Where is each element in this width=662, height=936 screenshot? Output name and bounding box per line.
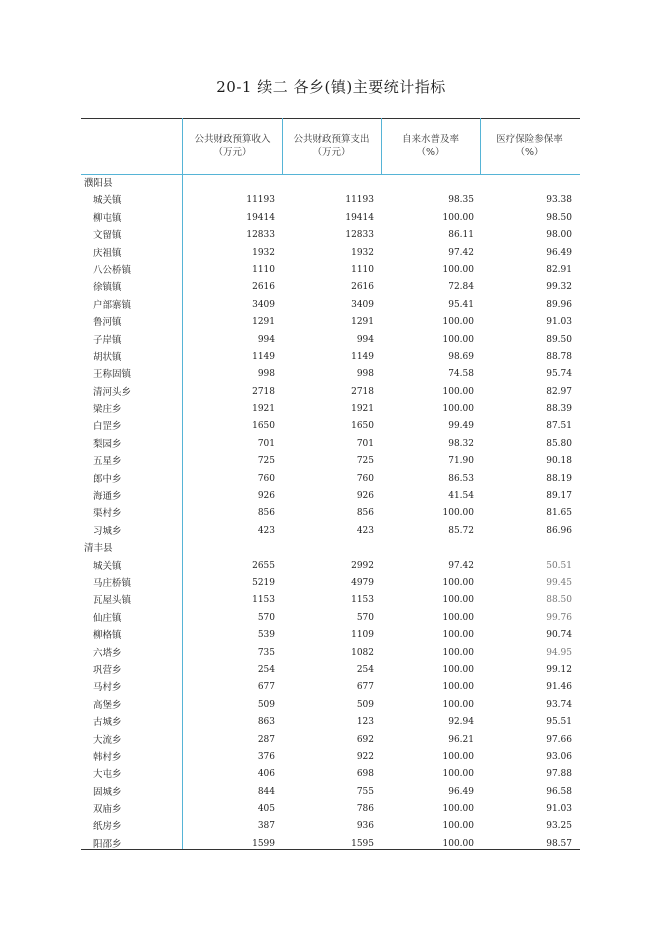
expenditure-cell: 1291 <box>351 317 374 328</box>
header-expenditure-label: 公共财政预算支出 <box>293 134 370 145</box>
insurance-rate-cell: 96.49 <box>546 247 572 258</box>
water-rate-cell: 100.00 <box>442 699 474 710</box>
table-row <box>81 679 580 696</box>
revenue-cell: 1110 <box>252 264 275 275</box>
expenditure-cell: 3409 <box>351 299 374 310</box>
expenditure-cell: 922 <box>356 751 374 762</box>
expenditure-cell: 1082 <box>351 647 374 658</box>
expenditure-cell: 123 <box>356 717 374 728</box>
water-rate-cell: 99.49 <box>448 421 474 432</box>
expenditure-cell: 1921 <box>351 404 374 415</box>
revenue-cell: 1149 <box>252 351 275 362</box>
revenue-cell: 1932 <box>252 247 275 258</box>
revenue-cell: 863 <box>257 717 275 728</box>
revenue-cell: 1599 <box>252 838 275 849</box>
water-rate-cell: 100.00 <box>442 821 474 832</box>
insurance-rate-cell: 91.46 <box>546 682 572 693</box>
table-row <box>81 801 580 818</box>
town-name: 古城乡 <box>93 717 122 729</box>
revenue-cell: 677 <box>257 682 275 693</box>
water-rate-cell: 100.00 <box>442 577 474 588</box>
town-name: 阳邵乡 <box>93 838 122 850</box>
revenue-cell: 1921 <box>252 404 275 415</box>
expenditure-cell: 994 <box>356 334 374 345</box>
town-name: 八公桥镇 <box>93 264 132 276</box>
insurance-rate-cell: 98.57 <box>546 838 572 849</box>
town-name: 城关镇 <box>93 195 122 207</box>
table-row <box>81 610 580 627</box>
table-row <box>81 575 580 592</box>
table-row <box>81 766 580 783</box>
revenue-cell: 1153 <box>252 595 275 606</box>
water-rate-cell: 100.00 <box>442 317 474 328</box>
header-water-unit: （%） <box>416 147 445 158</box>
insurance-rate-cell: 87.51 <box>546 421 572 432</box>
table-row <box>81 262 580 279</box>
expenditure-cell: 19414 <box>345 212 374 223</box>
water-rate-cell: 100.00 <box>442 647 474 658</box>
insurance-rate-cell: 99.45 <box>546 577 572 588</box>
water-rate-cell: 100.00 <box>442 404 474 415</box>
table-row <box>81 436 580 453</box>
water-rate-cell: 100.00 <box>442 838 474 849</box>
expenditure-cell: 570 <box>356 612 374 623</box>
header-expenditure-unit: （万元） <box>312 147 351 158</box>
insurance-rate-cell: 88.39 <box>546 404 572 415</box>
expenditure-cell: 12833 <box>345 230 374 241</box>
insurance-rate-cell: 82.97 <box>546 386 572 397</box>
insurance-rate-cell: 98.00 <box>546 230 572 241</box>
water-rate-cell: 100.00 <box>442 682 474 693</box>
expenditure-cell: 1153 <box>351 595 374 606</box>
expenditure-cell: 1149 <box>351 351 374 362</box>
table-row <box>81 210 580 227</box>
expenditure-cell: 701 <box>356 438 374 449</box>
revenue-cell: 1650 <box>252 421 275 432</box>
expenditure-cell: 1110 <box>351 264 374 275</box>
town-name: 仙庄镇 <box>93 612 122 624</box>
water-rate-cell: 95.41 <box>448 299 474 310</box>
town-name: 鲁河镇 <box>93 317 122 329</box>
expenditure-cell: 2616 <box>351 282 374 293</box>
header-water-label: 自来水普及率 <box>401 134 459 145</box>
expenditure-cell: 509 <box>356 699 374 710</box>
town-name: 高堡乡 <box>93 699 122 711</box>
town-name: 渠村乡 <box>93 508 122 520</box>
water-rate-cell: 100.00 <box>442 334 474 345</box>
insurance-rate-cell: 91.03 <box>546 317 572 328</box>
revenue-cell: 998 <box>257 369 275 380</box>
insurance-rate-cell: 93.06 <box>546 751 572 762</box>
insurance-rate-cell: 88.78 <box>546 351 572 362</box>
expenditure-cell: 1932 <box>351 247 374 258</box>
insurance-rate-cell: 99.76 <box>546 612 572 623</box>
water-rate-cell: 71.90 <box>448 456 474 467</box>
town-name: 文留镇 <box>93 230 122 242</box>
table-row <box>81 349 580 366</box>
revenue-cell: 376 <box>257 751 275 762</box>
revenue-cell: 509 <box>257 699 275 710</box>
water-rate-cell: 100.00 <box>442 612 474 623</box>
expenditure-cell: 677 <box>356 682 374 693</box>
town-name: 梨园乡 <box>93 438 122 450</box>
header-revenue-label: 公共财政预算收入 <box>194 134 271 145</box>
table-row <box>81 714 580 731</box>
table-row <box>81 558 580 575</box>
town-name: 马村乡 <box>93 682 122 694</box>
table-row <box>81 418 580 435</box>
town-name: 白罡乡 <box>93 421 122 433</box>
expenditure-cell: 698 <box>356 769 374 780</box>
town-name: 海通乡 <box>93 491 122 503</box>
table-row <box>81 245 580 262</box>
table-row <box>81 697 580 714</box>
revenue-cell: 406 <box>257 769 275 780</box>
water-rate-cell: 41.54 <box>448 491 474 502</box>
table-row <box>81 592 580 609</box>
water-rate-cell: 100.00 <box>442 630 474 641</box>
town-name: 纸房乡 <box>93 821 122 833</box>
insurance-rate-cell: 90.18 <box>546 456 572 467</box>
insurance-rate-cell: 93.38 <box>546 195 572 206</box>
town-name: 郎中乡 <box>93 473 122 485</box>
expenditure-cell: 998 <box>356 369 374 380</box>
expenditure-cell: 786 <box>356 804 374 815</box>
water-rate-cell: 96.49 <box>448 786 474 797</box>
insurance-rate-cell: 93.25 <box>546 821 572 832</box>
water-rate-cell: 72.84 <box>448 282 474 293</box>
table-row <box>81 523 580 540</box>
water-rate-cell: 100.00 <box>442 595 474 606</box>
water-rate-cell: 92.94 <box>448 717 474 728</box>
table-row <box>81 627 580 644</box>
town-name: 巩营乡 <box>93 664 122 676</box>
town-name: 习城乡 <box>93 525 122 537</box>
insurance-rate-cell: 95.51 <box>546 717 572 728</box>
town-name: 大流乡 <box>93 734 122 746</box>
revenue-cell: 994 <box>257 334 275 345</box>
insurance-rate-cell: 97.88 <box>546 769 572 780</box>
insurance-rate-cell: 90.74 <box>546 630 572 641</box>
water-rate-cell: 86.11 <box>448 230 474 241</box>
table-row <box>81 836 580 853</box>
town-name: 梁庄乡 <box>93 404 122 416</box>
revenue-cell: 12833 <box>246 230 275 241</box>
revenue-cell: 735 <box>257 647 275 658</box>
table-row <box>81 314 580 331</box>
insurance-rate-cell: 93.74 <box>546 699 572 710</box>
town-name: 庆祖镇 <box>93 247 122 259</box>
table-top-rule <box>81 118 580 119</box>
table-row <box>81 227 580 244</box>
town-name: 王称固镇 <box>93 369 132 381</box>
revenue-cell: 856 <box>257 508 275 519</box>
revenue-cell: 725 <box>257 456 275 467</box>
table-row <box>81 332 580 349</box>
water-rate-cell: 100.00 <box>442 386 474 397</box>
table-row <box>81 471 580 488</box>
table-row <box>81 662 580 679</box>
town-name: 子岸镇 <box>93 334 122 346</box>
town-name: 胡状镇 <box>93 351 122 363</box>
insurance-rate-cell: 98.50 <box>546 212 572 223</box>
header-insurance-label: 医疗保险参保率 <box>496 134 563 145</box>
water-rate-cell: 98.69 <box>448 351 474 362</box>
table-row <box>81 645 580 662</box>
water-rate-cell: 100.00 <box>442 664 474 675</box>
water-rate-cell: 98.32 <box>448 438 474 449</box>
water-rate-cell: 100.00 <box>442 212 474 223</box>
table-body <box>81 175 580 853</box>
header-expenditure <box>282 133 381 159</box>
revenue-cell: 844 <box>257 786 275 797</box>
insurance-rate-cell: 82.91 <box>546 264 572 275</box>
revenue-cell: 760 <box>257 473 275 484</box>
insurance-rate-cell: 89.96 <box>546 299 572 310</box>
town-name: 五星乡 <box>93 456 122 468</box>
water-rate-cell: 86.53 <box>448 473 474 484</box>
revenue-cell: 254 <box>257 664 275 675</box>
expenditure-cell: 760 <box>356 473 374 484</box>
town-name: 韩村乡 <box>93 751 122 763</box>
expenditure-cell: 1595 <box>351 838 374 849</box>
expenditure-cell: 1109 <box>351 630 374 641</box>
expenditure-cell: 423 <box>356 525 374 536</box>
town-name: 户部寨镇 <box>93 299 132 311</box>
insurance-rate-cell: 99.12 <box>546 664 572 675</box>
insurance-rate-cell: 95.74 <box>546 369 572 380</box>
revenue-cell: 423 <box>257 525 275 536</box>
page-title: 20-1 续二 各乡(镇)主要统计指标 <box>216 78 446 96</box>
header-insurance-unit: （%） <box>515 147 544 158</box>
table-row <box>81 384 580 401</box>
town-name: 柳屯镇 <box>93 212 122 224</box>
expenditure-cell: 926 <box>356 491 374 502</box>
town-name: 固城乡 <box>93 786 122 798</box>
table-row <box>81 192 580 209</box>
expenditure-cell: 11193 <box>345 195 374 206</box>
insurance-rate-cell: 99.32 <box>546 282 572 293</box>
revenue-cell: 926 <box>257 491 275 502</box>
town-name: 清河头乡 <box>93 386 132 398</box>
water-rate-cell: 100.00 <box>442 264 474 275</box>
water-rate-cell: 97.42 <box>448 560 474 571</box>
insurance-rate-cell: 50.51 <box>546 560 572 571</box>
insurance-rate-cell: 97.66 <box>546 734 572 745</box>
insurance-rate-cell: 85.80 <box>546 438 572 449</box>
water-rate-cell: 96.21 <box>448 734 474 745</box>
group-row <box>81 175 580 192</box>
insurance-rate-cell: 81.65 <box>546 508 572 519</box>
table-row <box>81 749 580 766</box>
revenue-cell: 2655 <box>252 560 275 571</box>
table-row <box>81 732 580 749</box>
revenue-cell: 2718 <box>252 386 275 397</box>
revenue-cell: 5219 <box>252 577 275 588</box>
insurance-rate-cell: 86.96 <box>546 525 572 536</box>
water-rate-cell: 100.00 <box>442 804 474 815</box>
insurance-rate-cell: 94.95 <box>546 647 572 658</box>
town-name: 柳格镇 <box>93 630 122 642</box>
insurance-rate-cell: 88.19 <box>546 473 572 484</box>
table-row <box>81 784 580 801</box>
water-rate-cell: 98.35 <box>448 195 474 206</box>
header-water <box>381 133 480 159</box>
expenditure-cell: 936 <box>356 821 374 832</box>
town-name: 大屯乡 <box>93 769 122 781</box>
revenue-cell: 1291 <box>252 317 275 328</box>
revenue-cell: 701 <box>257 438 275 449</box>
town-name: 马庄桥镇 <box>93 577 132 589</box>
water-rate-cell: 100.00 <box>442 508 474 519</box>
town-name: 徐镇镇 <box>93 282 122 294</box>
town-name: 双庙乡 <box>93 804 122 816</box>
insurance-rate-cell: 96.58 <box>546 786 572 797</box>
water-rate-cell: 100.00 <box>442 769 474 780</box>
header-revenue-unit: （万元） <box>213 147 252 158</box>
county-name: 濮阳县 <box>84 178 113 189</box>
expenditure-cell: 755 <box>356 786 374 797</box>
table-row <box>81 453 580 470</box>
revenue-cell: 19414 <box>246 212 275 223</box>
insurance-rate-cell: 89.50 <box>546 334 572 345</box>
revenue-cell: 539 <box>257 630 275 641</box>
table-row <box>81 488 580 505</box>
expenditure-cell: 2718 <box>351 386 374 397</box>
revenue-cell: 2616 <box>252 282 275 293</box>
water-rate-cell: 97.42 <box>448 247 474 258</box>
table-row <box>81 366 580 383</box>
town-name: 六塔乡 <box>93 647 122 659</box>
table-row <box>81 279 580 296</box>
revenue-cell: 405 <box>257 804 275 815</box>
header-revenue <box>183 133 282 159</box>
insurance-rate-cell: 89.17 <box>546 491 572 502</box>
revenue-cell: 387 <box>257 821 275 832</box>
header-insurance <box>480 133 579 159</box>
water-rate-cell: 100.00 <box>442 751 474 762</box>
revenue-cell: 287 <box>257 734 275 745</box>
insurance-rate-cell: 91.03 <box>546 804 572 815</box>
group-row <box>81 540 580 557</box>
table-row <box>81 297 580 314</box>
table-row <box>81 401 580 418</box>
revenue-cell: 570 <box>257 612 275 623</box>
expenditure-cell: 856 <box>356 508 374 519</box>
water-rate-cell: 85.72 <box>448 525 474 536</box>
expenditure-cell: 1650 <box>351 421 374 432</box>
expenditure-cell: 2992 <box>351 560 374 571</box>
table-row <box>81 505 580 522</box>
revenue-cell: 3409 <box>252 299 275 310</box>
town-name: 城关镇 <box>93 560 122 572</box>
water-rate-cell: 74.58 <box>448 369 474 380</box>
revenue-cell: 11193 <box>246 195 275 206</box>
expenditure-cell: 725 <box>356 456 374 467</box>
expenditure-cell: 692 <box>356 734 374 745</box>
county-name: 清丰县 <box>84 543 113 555</box>
table-row <box>81 818 580 835</box>
expenditure-cell: 4979 <box>351 577 374 588</box>
expenditure-cell: 254 <box>356 664 374 675</box>
insurance-rate-cell: 88.50 <box>546 595 572 606</box>
town-name: 瓦屋头镇 <box>93 595 132 607</box>
